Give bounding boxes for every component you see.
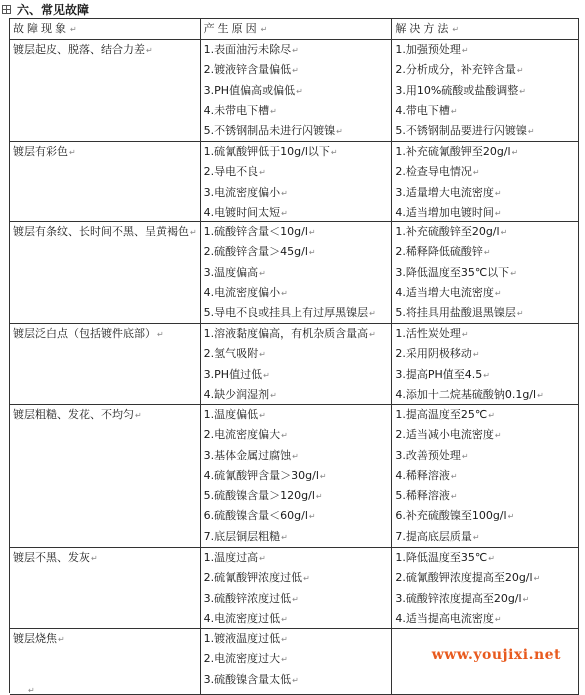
solution-item: 2.硫氰酸钾浓度提高至20g/l↵ bbox=[395, 571, 541, 585]
solution-item: 4.适当提高电流密度↵ bbox=[395, 611, 502, 625]
cause-cell bbox=[201, 629, 393, 694]
cause-item: 1.硫氰酸钾低于10g/l以下↵ bbox=[203, 145, 338, 158]
solution-item: 5.稀释溶液↵ bbox=[395, 489, 458, 503]
symptom-cell: 镀层粗糙、发花、不均匀↵ bbox=[10, 405, 201, 547]
cause-item: 4.电流密度过低↵ bbox=[203, 611, 288, 625]
solution-item: 3.用10%硫酸或盐酸调整↵ bbox=[395, 83, 526, 97]
cause-item: 2.硫酸锌含量＞45g/l↵ bbox=[203, 245, 316, 259]
symptom-text: 镀层不黑、发灰 bbox=[13, 551, 90, 564]
cause-item: 3.PH值偏高或偏低↵ bbox=[203, 83, 303, 97]
cause-item: 2.氢气吸附↵ bbox=[203, 347, 266, 361]
symptom-cell: 镀层有条纹、长时间不黑、呈黄褐色↵ bbox=[10, 222, 201, 323]
solution-item: 4.稀释溶液↵ bbox=[395, 468, 458, 482]
solution-item: 3.适量增大电流密度↵ bbox=[395, 185, 502, 199]
cause-item: 2.镀液锌含量偏低↵ bbox=[203, 63, 299, 77]
cause-item: 4.电镀时间太短↵ bbox=[203, 205, 288, 219]
symptom-text: 镀层泛白点（包括镀件底部） bbox=[13, 327, 156, 340]
symptom-cell: 镀层烧焦↵ bbox=[10, 629, 201, 694]
solution-cell bbox=[392, 222, 579, 323]
cause-item: 1.镀液温度过低↵ bbox=[203, 632, 288, 645]
solution-item: 4.添加十二烷基硫酸钠0.1g/l↵ bbox=[395, 387, 544, 401]
cause-item: 3.PH值过低↵ bbox=[203, 367, 270, 381]
solution-item: 1.提高温度至25℃↵ bbox=[395, 408, 495, 421]
solution-cell bbox=[392, 142, 579, 221]
section-heading bbox=[2, 1, 89, 17]
site-watermark: www.youjixi.net bbox=[431, 647, 561, 663]
symptom-text: 镀层粗糙、发花、不均匀 bbox=[13, 408, 134, 421]
cause-item: 4.硫氰酸钾含量＞30g/l↵ bbox=[203, 468, 327, 482]
cause-item: 2.电流密度过大↵ bbox=[203, 652, 288, 666]
solution-item: 3.提高PH值至4.5↵ bbox=[395, 367, 490, 381]
cause-item: 5.硫酸镍含量＞120g/l↵ bbox=[203, 489, 323, 503]
solution-item: 1.活性炭处理↵ bbox=[395, 327, 469, 340]
solution-item: 2.稀释降低硫酸锌↵ bbox=[395, 245, 491, 259]
solution-item: 1.补充硫氰酸钾至20g/l↵ bbox=[395, 145, 519, 158]
cause-item: 1.硫酸锌含量＜10g/l↵ bbox=[203, 225, 316, 238]
solution-cell bbox=[392, 40, 579, 141]
cause-item: 3.电流密度偏小↵ bbox=[203, 185, 288, 199]
solution-item: 2.采用阴极移动↵ bbox=[395, 347, 480, 361]
solution-cell bbox=[392, 405, 579, 547]
solution-item: 7.提高底层质量↵ bbox=[395, 529, 480, 543]
symptom-cell: 镀层有彩色↵ bbox=[10, 142, 201, 221]
table-row bbox=[10, 222, 579, 324]
cause-item: 5.不锈钢制品未进行闪镀镍↵ bbox=[203, 124, 343, 138]
header-cause: 产生原因↵ bbox=[201, 19, 393, 39]
cause-item: 2.导电不良↵ bbox=[203, 165, 266, 179]
symptom-cell: 镀层起皮、脱落、结合力差↵ bbox=[10, 40, 201, 141]
solution-item: 2.分析成分，补充锌含量↵ bbox=[395, 63, 524, 77]
cause-item: 2.硫氰酸钾浓度过低↵ bbox=[203, 571, 310, 585]
cause-item: 1.溶液黏度偏高，有机杂质含量高↵ bbox=[203, 327, 376, 340]
cause-item: 3.硫酸锌浓度过低↵ bbox=[203, 591, 299, 605]
solution-item: 3.硫酸锌浓度提高至20g/l↵ bbox=[395, 591, 530, 605]
cause-item: 3.基体金属过腐蚀↵ bbox=[203, 448, 299, 462]
solution-item: 3.改善预处理↵ bbox=[395, 448, 469, 462]
symptom-text: 镀层有条纹、长时间不黑、呈黄褐色 bbox=[13, 225, 189, 238]
solution-item: 4.适当增大电流密度↵ bbox=[395, 285, 502, 299]
cause-item: 3.温度偏高↵ bbox=[203, 265, 266, 279]
cause-item: 7.底层铜层粗糙↵ bbox=[203, 529, 288, 543]
faults-table bbox=[9, 18, 579, 693]
cause-item: 4.未带电下槽↵ bbox=[203, 103, 277, 117]
table-row bbox=[10, 548, 579, 629]
cause-item: 4.电流密度偏小↵ bbox=[203, 285, 288, 299]
table-row bbox=[10, 324, 579, 405]
cause-cell bbox=[201, 324, 393, 404]
symptom-text: 镀层烧焦 bbox=[13, 632, 57, 645]
symptom-text: 镀层起皮、脱落、结合力差 bbox=[13, 43, 145, 56]
table-row bbox=[10, 142, 579, 222]
cause-item: 4.缺少润湿剂↵ bbox=[203, 387, 277, 401]
solution-item: 1.降低温度至35℃↵ bbox=[395, 551, 495, 564]
cause-item: 1.温度偏低↵ bbox=[203, 408, 266, 421]
cause-item: 2.电流密度偏大↵ bbox=[203, 428, 288, 442]
section-title: 六、常见故障 bbox=[17, 2, 90, 17]
solution-item: 3.降低温度至35℃以下↵ bbox=[395, 265, 517, 279]
paragraph-mark: ↵ bbox=[28, 686, 35, 695]
table-row bbox=[10, 405, 579, 548]
solution-item: 1.补充硫酸锌至20g/l↵ bbox=[395, 225, 508, 238]
solution-item: 6.补充硫酸镍至100g/l↵ bbox=[395, 509, 515, 523]
table-row bbox=[10, 40, 579, 142]
cause-item: 6.硫酸镍含量＜60g/l↵ bbox=[203, 509, 316, 523]
cause-cell bbox=[201, 40, 393, 141]
solution-item: 5.不锈钢制品要进行闪镀镍↵ bbox=[395, 124, 535, 138]
cause-item: 5.导电不良或挂具上有过厚黑镍层↵ bbox=[203, 306, 376, 320]
symptom-cell: 镀层不黑、发灰↵ bbox=[10, 548, 201, 628]
solution-item: 5.将挂具用盐酸退黑镍层↵ bbox=[395, 306, 524, 320]
cause-item: 1.表面油污未除尽↵ bbox=[203, 43, 299, 56]
symptom-cell: 镀层泛白点（包括镀件底部）↵ bbox=[10, 324, 201, 404]
solution-cell bbox=[392, 548, 579, 628]
solution-item: 4.适当增加电镀时间↵ bbox=[395, 205, 502, 219]
solution-item: 1.加强预处理↵ bbox=[395, 43, 469, 56]
header-symptom: 故障现象↵ bbox=[10, 19, 201, 39]
solution-item: 4.带电下槽↵ bbox=[395, 103, 458, 117]
solution-cell bbox=[392, 324, 579, 404]
cause-cell bbox=[201, 405, 393, 547]
cause-cell bbox=[201, 222, 393, 323]
cause-item: 1.温度过高↵ bbox=[203, 551, 266, 564]
cause-cell bbox=[201, 548, 393, 628]
solution-item: 2.适当减小电流密度↵ bbox=[395, 428, 502, 442]
solution-item: 2.检查导电情况↵ bbox=[395, 165, 480, 179]
header-solution: 解决方法↵ bbox=[392, 19, 579, 39]
symptom-text: 镀层有彩色 bbox=[13, 145, 68, 158]
cause-item: 3.硫酸镍含量太低↵ bbox=[203, 672, 299, 686]
move-anchor-icon[interactable] bbox=[2, 5, 11, 14]
table-header-row bbox=[10, 19, 579, 40]
cause-cell bbox=[201, 142, 393, 221]
